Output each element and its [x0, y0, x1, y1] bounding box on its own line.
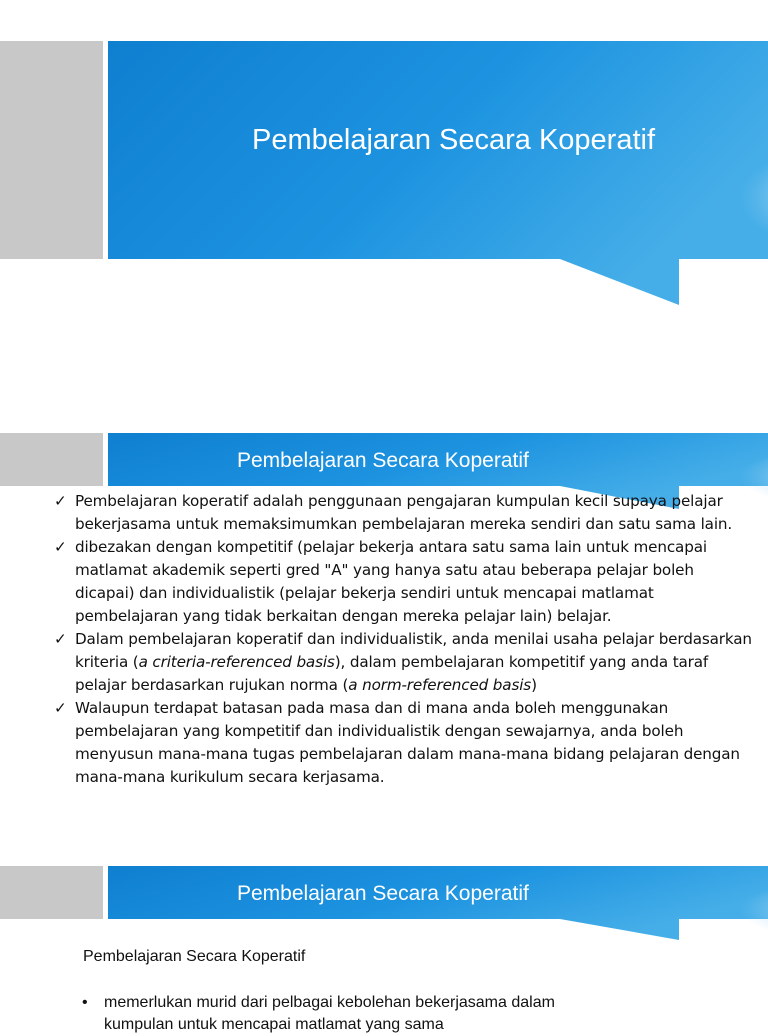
slide-title: Pembelajaran Secara Koperatif	[252, 124, 656, 156]
slide-3	[0, 866, 768, 1033]
bullet-dot-icon: •	[82, 994, 88, 1011]
list-item	[54, 536, 754, 628]
bullet-text: ), dalam pembelajaran kompetitif yang anda taraf pelajar berdasarkan rujukan norma (	[75, 653, 709, 694]
slide-2	[0, 433, 768, 860]
checkmark-icon: ✓	[54, 699, 67, 717]
slide-title: Pembelajaran Secara Koperatif	[237, 882, 529, 905]
list-item	[82, 992, 602, 1036]
list-item	[54, 490, 754, 536]
slide-title: Pembelajaran Secara Koperatif	[237, 449, 529, 472]
bullet-text: )	[531, 676, 537, 694]
bullet-italic-text: a norm-referenced basis	[348, 676, 532, 694]
gray-accent-block	[0, 433, 103, 486]
slide-1	[0, 0, 768, 420]
checkmark-icon: ✓	[54, 538, 67, 556]
bullet-text: Dalam pembelajaran koperatif dan individualistik, anda menilai usaha pelajar berdasarkan kriteria (	[75, 630, 752, 671]
checkmark-icon: ✓	[54, 492, 67, 510]
bullet-text: dibezakan dengan kompetitif (pelajar bekerja antara satu sama lain untuk mencapai matlamat akademik seperti gred "A" yang hanya satu atau beberapa pelajar boleh dicapai) dan individualistik (pelajar bekerja sendiri untuk mencapai matlamat pembelajaran yang tidak berkaitan dengan mereka pelajar lain) belajar.	[75, 538, 707, 625]
title-banner	[108, 866, 768, 946]
bullet-text: Walaupun terdapat batasan pada masa dan di mana anda boleh menggunakan pembelajaran yang kompetitif dan individualistik dengan sewajarnya, anda boleh menyusun mana-mana tugas pembelajaran dalam mana-mana bidang pelajaran dengan mana-mana kurikulum secara kerjasama.	[75, 699, 740, 786]
gray-accent-block	[0, 41, 103, 259]
bullet-text: Pembelajaran koperatif adalah penggunaan pengajaran kumpulan kecil supaya pelajar bekerjasama untuk memaksimumkan pembelajaran mereka sendiri dan satu sama lain.	[75, 492, 733, 533]
bullet-italic-text: a criteria-referenced basis	[138, 653, 335, 671]
bullet-list	[54, 490, 754, 789]
bullet-text: memerlukan murid dari pelbagai kebolehan bekerjasama dalam kumpulan untuk mencapai matlamat yang sama	[104, 994, 555, 1033]
title-banner	[108, 41, 768, 305]
list-item	[54, 697, 754, 789]
section-heading: Pembelajaran Secara Koperatif	[83, 948, 306, 965]
list-item	[54, 628, 754, 697]
gray-accent-block	[0, 866, 103, 919]
checkmark-icon: ✓	[54, 630, 67, 648]
